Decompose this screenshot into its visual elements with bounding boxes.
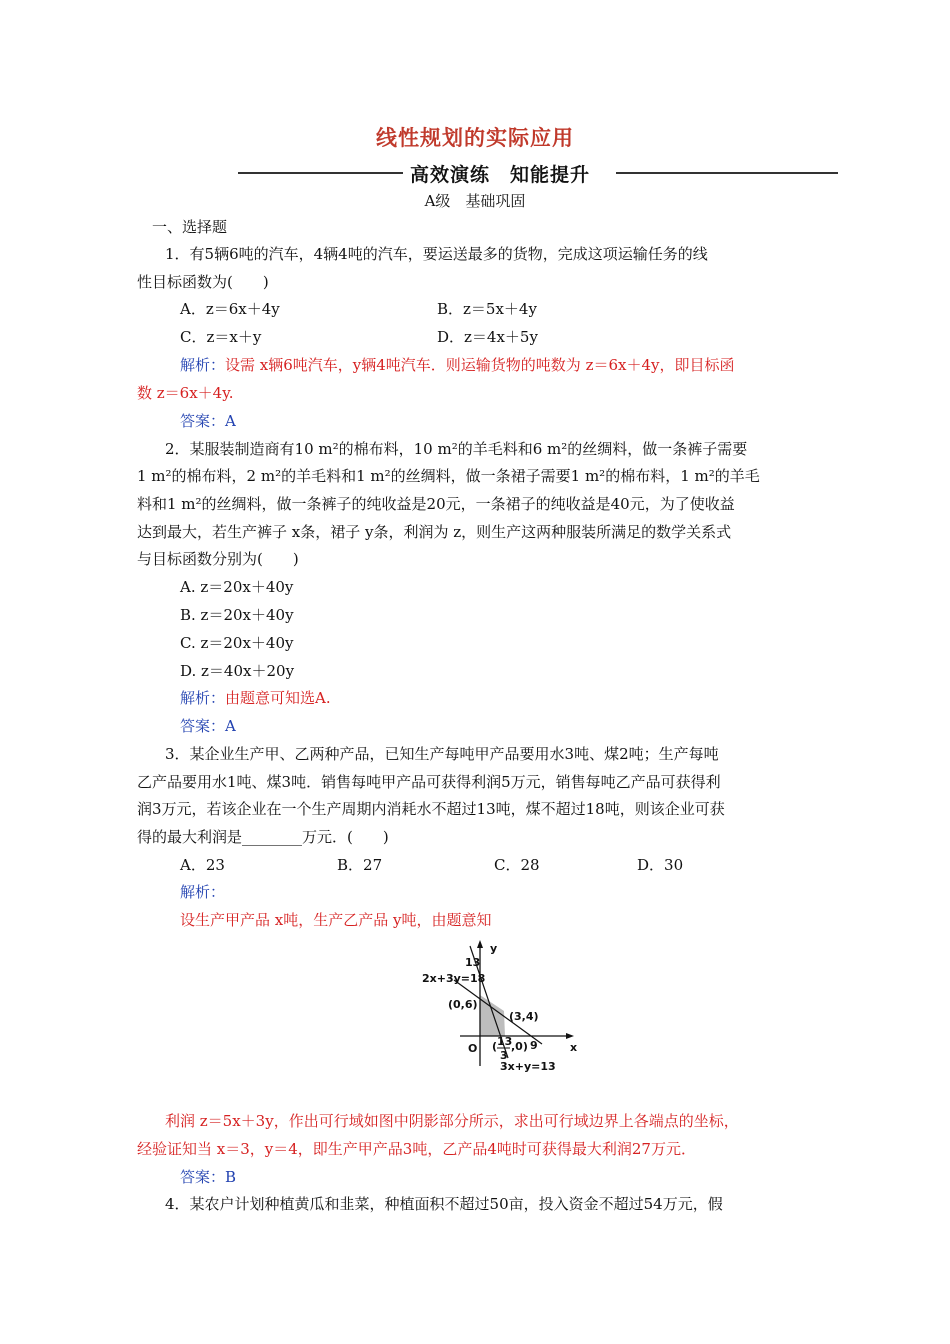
q4-stem-line: 4．某农户计划种植黄瓜和韭菜，种植面积不超过50亩，投入资金不超过54万元，假 (165, 1195, 723, 1213)
q1-answer: 答案：A (180, 412, 236, 430)
point-label-3-4: (3,4) (509, 1010, 539, 1023)
y-axis-label: y (490, 942, 498, 955)
q3-analysis-label: 解析： (180, 883, 226, 901)
banner-text: 高效演练 知能提升 (410, 164, 591, 186)
q2-option-b: B. z＝20x＋40y (180, 606, 294, 624)
q2-stem-line: 料和1 m²的丝绸料，做一条裤子的纯收益是20元，一条裙子的纯收益是40元，为了使收益 (137, 495, 735, 513)
q2-stem-line: 1 m²的棉布料，2 m²的羊毛料和1 m²的丝绸料，做一条裙子需要1 m²的棉布料，1 m²的羊毛 (137, 467, 760, 485)
q3-stem-line: 润3万元，若该企业在一个生产周期内消耗水不超过13吨，煤不超过18吨，则该企业可获 (137, 800, 725, 818)
banner-rule-left (238, 172, 403, 174)
q2-stem-line: 达到最大，若生产裤子 x条，裙子 y条，利润为 z，则生产这两种服装所满足的数学关系式 (137, 523, 732, 541)
q2-option-c: C. z＝20x＋40y (180, 634, 294, 652)
q3-option-c: C．28 (494, 856, 540, 874)
q2-option-d: D. z＝40x＋20y (180, 662, 295, 680)
line-label-2x-3y: 2x+3y=18 (422, 972, 486, 985)
q2-option-a: A. z＝20x＋40y (180, 578, 294, 596)
banner-rule-right (616, 172, 838, 174)
q1-analysis-cont: 数 z＝6x＋4y. (137, 384, 234, 402)
point-label-numerator: 13 (497, 1035, 513, 1048)
q3-option-b: B．27 (337, 856, 383, 874)
y-axis-arrow (477, 940, 483, 948)
q2-stem-line: 与目标函数分别为( ) (137, 550, 299, 568)
q3-stem-line: 3．某企业生产甲、乙两种产品，已知生产每吨甲产品要用水3吨、煤2吨；生产每吨 (165, 745, 719, 763)
q2-answer: 答案：A (180, 717, 236, 735)
point-label-close: ,0) (511, 1040, 528, 1053)
q3-option-d: D．30 (637, 856, 684, 874)
level-heading: A级 基础巩固 (424, 192, 526, 210)
q1-stem-line: 1．有5辆6吨的汽车，4辆4吨的汽车，要运送最多的货物，完成这项运输任务的线 (165, 245, 708, 263)
q1-option-c: C．z＝x＋y (180, 328, 262, 346)
point-label-denominator: 3 (500, 1049, 508, 1062)
feasible-region-graph (382, 938, 582, 1073)
point-label-0-6: (0,6) (448, 998, 478, 1011)
analysis-text: 由题意可知选A. (225, 689, 331, 707)
section-heading: 一、选择题 (152, 218, 228, 236)
point-label-open: ( (492, 1040, 498, 1053)
intercept-label-13: 13 (465, 956, 481, 969)
q1-option-a: A．z＝6x＋4y (180, 300, 280, 318)
q3-analysis-text: 利润 z＝5x＋3y，作出可行域如图中阴影部分所示，求出可行域边界上各端点的坐标， (165, 1112, 739, 1130)
q1-stem-line: 性目标函数为( ) (137, 273, 269, 291)
q3-analysis-text: 设生产甲产品 x吨，生产乙产品 y吨，由题意知 (180, 911, 492, 929)
q1-option-b: B．z＝5x＋4y (437, 300, 537, 318)
x-axis-arrow (566, 1033, 574, 1039)
q1-analysis (180, 355, 735, 375)
page-title: 线性规划的实际应用 (376, 126, 574, 150)
intercept-label-9: 9 (530, 1039, 538, 1052)
analysis-text: 设需 x辆6吨汽车，y辆4吨汽车．则运输货物的吨数为 z＝6x＋4y，即目标函 (225, 356, 735, 374)
x-axis-label: x (570, 1041, 578, 1054)
section-banner (238, 160, 838, 186)
q3-stem-line: 得的最大利润是________万元．( ) (137, 828, 389, 846)
q2-analysis (180, 688, 331, 708)
origin-label: O (468, 1042, 478, 1055)
q1-option-d: D．z＝4x＋5y (437, 328, 538, 346)
q3-option-a: A．23 (180, 856, 225, 874)
q3-answer: 答案：B (180, 1168, 237, 1186)
q2-stem-line: 2．某服装制造商有10 m²的棉布料，10 m²的羊毛料和6 m²的丝绸料，做一条裤子需要 (165, 440, 748, 458)
q3-analysis-text: 经验证知当 x＝3，y＝4，即生产甲产品3吨，乙产品4吨时可获得最大利润27万元． (137, 1140, 696, 1158)
analysis-label: 解析： (180, 356, 226, 374)
line-label-3x-y: 3x+y=13 (500, 1060, 556, 1073)
q3-stem-line: 乙产品要用水1吨、煤3吨．销售每吨甲产品可获得利润5万元，销售每吨乙产品可获得利 (137, 773, 721, 791)
analysis-label: 解析： (180, 689, 226, 707)
